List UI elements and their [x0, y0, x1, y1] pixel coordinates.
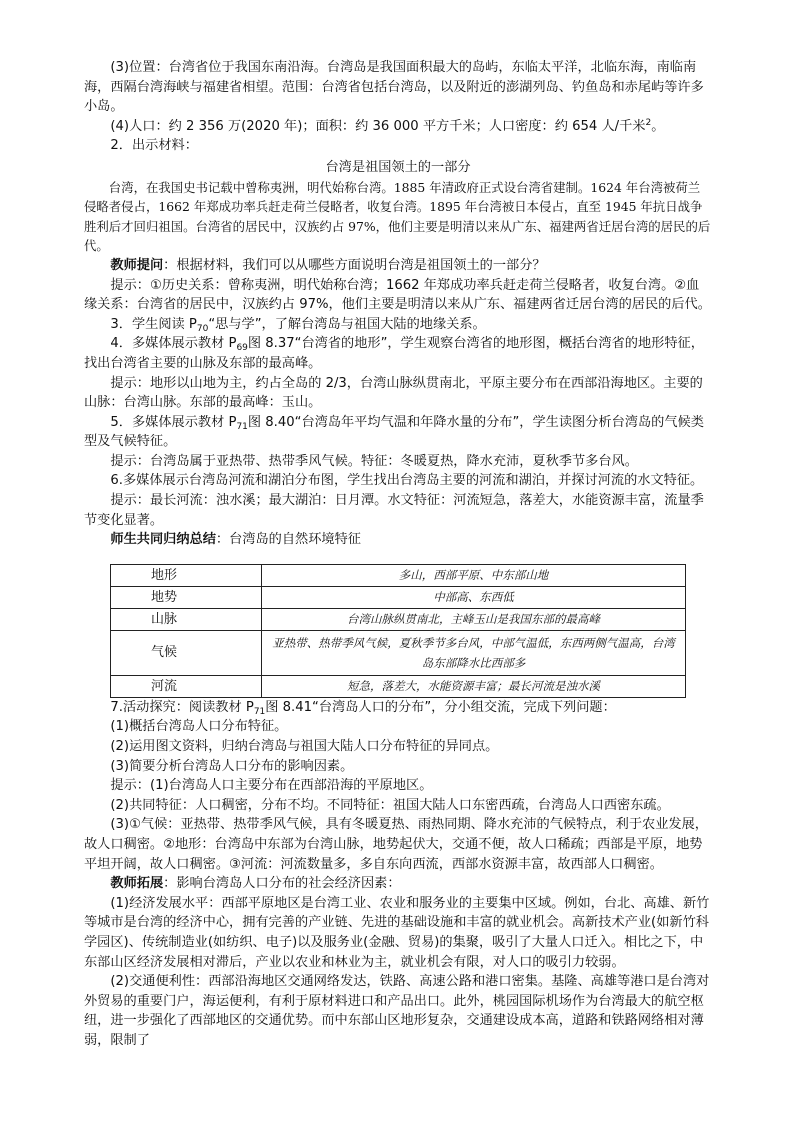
teacher-question-lead: 教师提问: [110, 257, 164, 273]
step4-hint: 提示：地形以山地为主，约占全岛的 2/3，台湾山脉纵贯南北，平原主要分布在西部沿海地区。主要的山脉：台湾山脉。东部的最高峰：玉山。: [84, 375, 703, 411]
extension-title: ：影响台湾岛人口分布的社会经济因素：: [163, 876, 401, 892]
step7-page-sub: 71: [253, 706, 266, 717]
population-end: 。: [651, 118, 665, 134]
step5-text-post: 图 8.40“台湾岛年平均气温和年降水量的分布”，学生读图分析台湾岛的气候类型及气候特征。: [84, 414, 704, 450]
table-row: [111, 608, 686, 630]
step4-text-pre: 4．多媒体展示教材 P: [110, 336, 237, 352]
table-row: [111, 675, 686, 697]
step5-page-sub: 71: [236, 421, 248, 432]
table-row-key: 地形: [111, 564, 262, 586]
extension-lead: 教师拓展: [110, 876, 164, 892]
summary-heading: [84, 530, 712, 550]
location-paragraph: (3)位置：台湾省位于我国东南沿海。台湾岛是我国面积最大的岛屿，东临太平洋，北临东海，南临南海，西隔台湾海峡与福建省相望。范围：台湾省包括台湾岛，以及附近的澎湖列岛、钓鱼岛和赤尾屿等许多小岛。: [84, 60, 704, 115]
step3-page-sub: 70: [196, 323, 209, 334]
table-row-value: 中部高、东西低: [262, 586, 686, 608]
extension-paragraph-1: (1)经济发展水平：西部平原地区是台湾工业、农业和服务业的主要集中区域。例如，台北、高雄、新竹等城市是台湾的经济中心，拥有完善的产业链、先进的基础设施和丰富的就业机会。高新技术产业(如新竹科学园区)、传统制造业(如纺织、电子)以及服务业(金融、贸易)的集聚，吸引了大量人口迁入。相比之下，中东部山区经济发展相对滞后，产业以农业和林业为主，就业机会有限，对人口的吸引力较弱。: [84, 895, 710, 970]
step3-text-post: “思与学”，了解台湾岛与祖国大陆的地缘关系。: [208, 316, 486, 332]
step3-paragraph: [84, 315, 712, 335]
table-row: [111, 564, 686, 586]
step6-hint: 提示：最长河流：浊水溪；最大湖泊：日月潭。水文特征：河流短急，落差大，水能资源丰富，流量季节变化显著。: [84, 493, 704, 528]
step6-paragraph: 6.多媒体展示台湾岛河流和湖泊分布图，学生找出台湾岛主要的河流和湖泊，并探讨河流的水文特征。: [110, 473, 704, 489]
step7-answer-1: 提示：(1)台湾岛人口主要分布在西部沿海的平原地区。: [110, 778, 433, 794]
step7-question-1: (1)概括台湾岛人口分布特征。: [110, 719, 288, 735]
extension-heading: [84, 874, 712, 894]
step4-page-sub: 69: [236, 343, 248, 354]
step5-hint: 提示：台湾岛属于亚热带、热带季风气候。特征：冬暖夏热，降水充沛，夏秋季节多台风。: [110, 453, 638, 469]
step7-question-2: (2)运用图文资料，归纳台湾岛与祖国大陆人口分布特征的异同点。: [110, 739, 499, 755]
table-row-key: 气候: [111, 630, 262, 675]
table-row: [111, 586, 686, 608]
environment-table: [110, 564, 686, 698]
step4-paragraph: [84, 334, 712, 373]
step7-paragraph: [84, 698, 712, 718]
step7-text-pre: 7.活动探究：阅读教材 P: [110, 699, 254, 715]
teacher-question: [84, 256, 712, 276]
step2-hint: 提示：①历史关系：曾称夷洲，明代始称台湾；1662 年郑成功率兵赶走荷兰侵略者，收复台湾。②血缘关系：台湾省的居民中，汉族约占 97%，他们主要是明清以来从广东、福建两省迁居台湾的居民的后代。: [84, 277, 711, 313]
population-unit-sup: 2: [645, 117, 652, 128]
teacher-question-text: ：根据材料，我们可以从哪些方面说明台湾是祖国领土的一部分？: [163, 257, 546, 273]
table-row-key: 河流: [111, 675, 262, 697]
table-row-key: 山脉: [111, 608, 262, 630]
table-row-value: 短急，落差大，水能资源丰富；最长河流是浊水溪: [262, 675, 686, 697]
population-paragraph: [84, 117, 712, 137]
material-title: 台湾是祖国领土的一部分: [325, 159, 471, 175]
step3-text-pre: 3．学生阅读 P: [110, 316, 197, 332]
table-row-key: 地势: [111, 586, 262, 608]
step7-answer-3: (3)①气候：亚热带、热带季风气候，具有冬暖夏热、雨热同期、降水充沛的气候特点，利于农业发展，故人口稠密。②地形：台湾岛中东部为台湾山脉，地势起伏大，交通不便，故人口稀疏；西部是平原，地势平坦开阔，故人口稠密。③河流：河流数量多，多自东向西流，西部水资源丰富，故西部人口稠密。: [84, 817, 708, 872]
summary-title: ：台湾岛的自然环境特征: [215, 532, 361, 548]
summary-lead: 师生共同归纳总结: [110, 532, 216, 548]
table-row-value: 多山，西部平原、中东部山地: [262, 564, 686, 586]
step7-question-3: (3)简要分析台湾岛人口分布的影响因素。: [110, 758, 354, 774]
step2-label: 2．出示材料：: [110, 138, 198, 154]
step5-paragraph: [84, 413, 712, 452]
table-row: [111, 630, 686, 675]
step7-text-post: 图 8.41“台湾岛人口的分布”，分小组交流，完成下列问题：: [265, 699, 616, 715]
extension-paragraph-2: (2)交通便利性：西部沿海地区交通网络发达，铁路、高速公路和港口密集。基隆、高雄等港口是台湾对外贸易的重要门户，海运便利，有利于原材料进口和产品出口。此外，桃园国际机场作为台湾最大的航空枢纽，进一步强化了西部地区的交通优势。而中东部山区地形复杂，交通建设成本高，道路和铁路网络相对薄弱，限制了: [84, 974, 710, 1048]
table-row-value: 台湾山脉纵贯南北，主峰玉山是我国东部的最高峰: [262, 608, 686, 630]
step4-text-post: 图 8.37“台湾省的地形”，学生观察台湾省的地形图，概括台湾省的地形特征，找出台湾省主要的山脉及东部的最高峰。: [84, 336, 704, 371]
material-text: 台湾，在我国史书记载中曾称夷洲，明代始称台湾。1885 年清政府正式设台湾省建制。1624 年台湾被荷兰侵略者侵占，1662 年郑成功率兵赶走荷兰侵略者，收复台湾。1895 年台湾被日本侵占，直至 1945 年抗日战争胜利后才回归祖国。台湾省的居民中，汉族约占 97%，他们主要是明清以来从广东、福建两省迁居台湾的居民的后代。: [84, 179, 711, 254]
population-text: (4)人口：约 2 356 万(2020 年)；面积：约 36 000 平方千米；人口密度：约 654 人/千米: [110, 118, 646, 134]
step5-text-pre: 5．多媒体展示教材 P: [110, 414, 237, 430]
step7-answer-2: (2)共同特征：人口稠密，分布不均。不同特征：祖国大陆人口东密西疏，台湾岛人口西密东疏。: [110, 797, 670, 813]
table-row-value: 亚热带、热带季风气候，夏秋季节多台风，中部气温低，东西两侧气温高，台湾岛东部降水比西部多: [262, 630, 686, 675]
